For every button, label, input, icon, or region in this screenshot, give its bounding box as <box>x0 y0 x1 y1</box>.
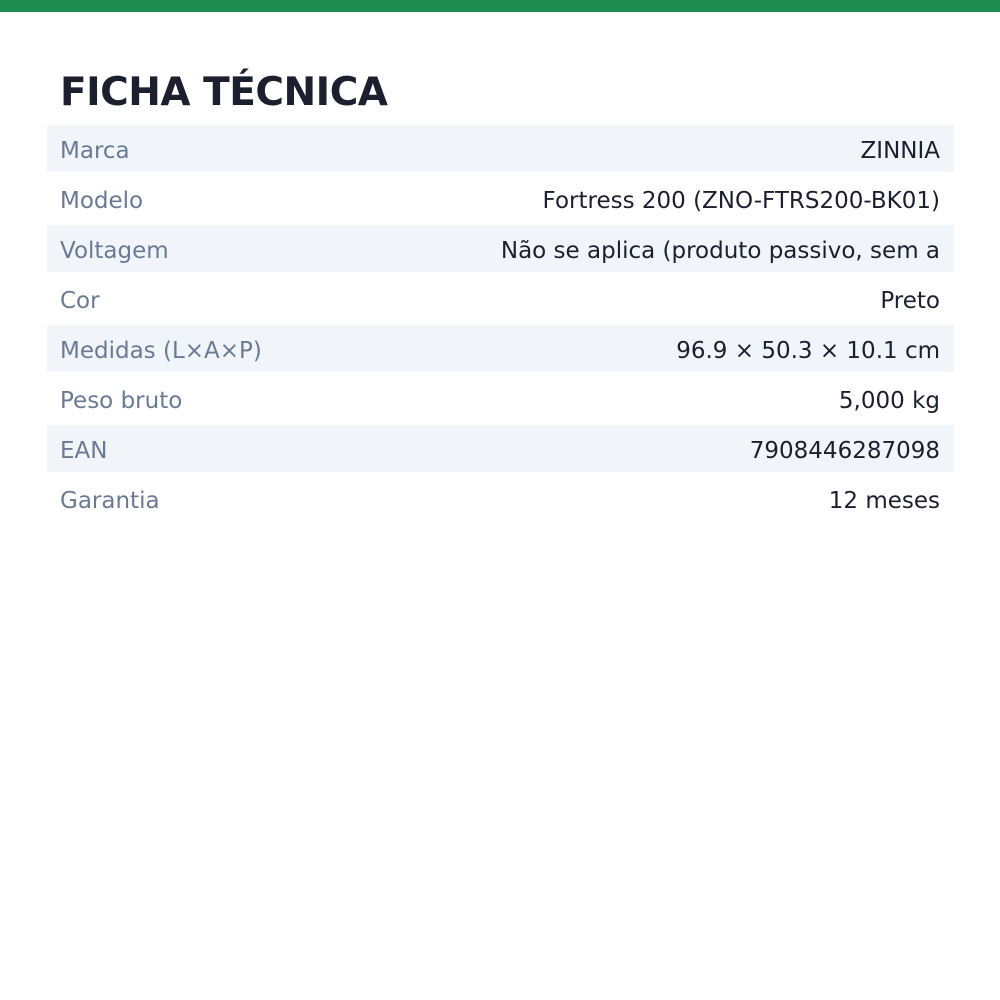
spec-row-modelo <box>47 175 954 225</box>
row-background <box>47 275 954 322</box>
spec-value: Não se aplica (produto passivo, sem a <box>500 238 940 264</box>
spec-row-voltagem <box>47 225 954 275</box>
spec-label: Cor <box>60 288 100 314</box>
row-background <box>47 375 954 422</box>
spec-row-cor <box>47 275 954 325</box>
page-title: FICHA TÉCNICA <box>60 70 388 115</box>
spec-value: ZINNIA <box>860 138 940 164</box>
spec-label: Garantia <box>60 488 160 514</box>
spec-value: 96.9 × 50.3 × 10.1 cm <box>676 338 940 364</box>
spec-label: EAN <box>60 438 108 464</box>
spec-table <box>47 125 954 525</box>
spec-value: 12 meses <box>828 488 940 514</box>
spec-label: Voltagem <box>60 238 169 264</box>
spec-label: Modelo <box>60 188 144 214</box>
row-stripe <box>47 125 954 172</box>
spec-value: Preto <box>880 288 940 314</box>
spec-row-marca <box>47 125 954 175</box>
spec-value: 7908446287098 <box>749 438 940 464</box>
spec-label: Marca <box>60 138 130 164</box>
spec-row-ean <box>47 425 954 475</box>
spec-label: Peso bruto <box>60 388 183 414</box>
spec-row-garantia <box>47 475 954 525</box>
spec-row-medidas <box>47 325 954 375</box>
spec-row-peso-bruto <box>47 375 954 425</box>
spec-value: Fortress 200 (ZNO-FTRS200-BK01) <box>542 188 940 214</box>
row-background <box>47 475 954 522</box>
spec-value: 5,000 kg <box>838 388 940 414</box>
top-accent-bar <box>0 0 1000 12</box>
spec-label: Medidas (L×A×P) <box>60 338 262 364</box>
